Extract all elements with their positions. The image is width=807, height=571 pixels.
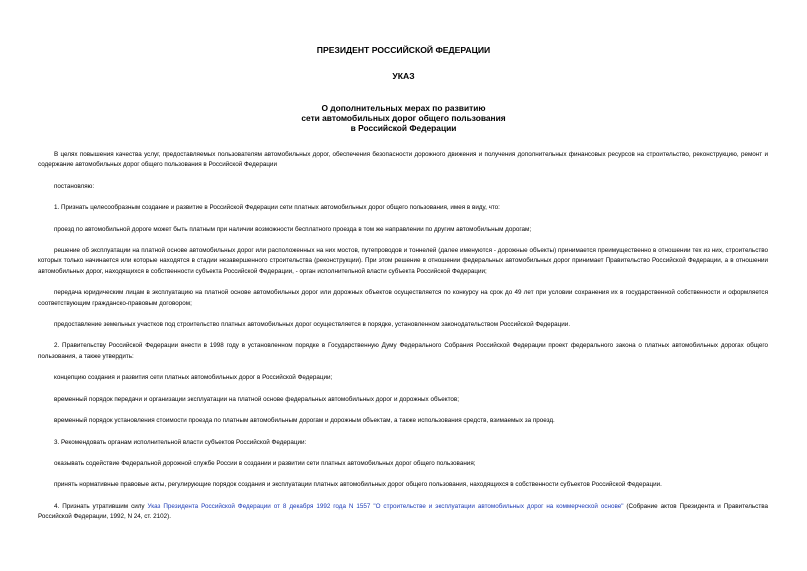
document-type-heading: УКАЗ [392, 71, 415, 81]
repealed-decree-link[interactable]: Указ Президента Российской Федерации от 8 декабря 1992 года N 1557 "О строительстве и эксплуатации автомобильных дорог на коммерческой основе" [147, 502, 624, 510]
clause-1-item-4: предоставление земельных участков под строительство платных автомобильных дорог осуществляется в порядке, установленном законодательством Российской Федерации. [54, 321, 571, 329]
clause-3-item-1: оказывать содействие Федеральной дорожной службе России в создании и развитии сети платных автомобильных дорог общего пользования; [54, 459, 476, 467]
clause-2-item-3: временный порядок установления стоимости проезда по платным автомобильным дорогам и дорожным объектам, а также использования средств, взимаемых за проезд. [54, 417, 555, 425]
clause-4-source: (Собрание актов Президента и Правительства Российской Федерации, 1992, N 24, ст. 2102). [38, 502, 768, 521]
title-line-1: О дополнительных мерах по развитию [321, 103, 486, 113]
clause-2: 2. Правительству Российской Федерации внести в 1998 году в установленном порядке в Государственную Думу Федерального Собрания Российской Федерации проект федерального закона о платных автомобильных дорогах общего пользования, а также утвердить: [38, 342, 768, 360]
clause-4-text: 4. Признать утратившим силу [54, 502, 148, 510]
document-body [38, 150, 768, 523]
clause-1-item-1: проезд по автомобильной дороге может быть платным при наличии возможности бесплатного проезда в том же направлении по другим автомобильным дорогам; [54, 225, 532, 233]
preamble-paragraph: В целях повышения качества услуг, предоставляемых пользователям автомобильных дорог, обеспечения безопасности дорожного движения и получения дополнительных финансовых ресурсов на строительство, реконструкцию, ремонт и содержание автомобильных дорог общего пользования в Российской Федерации [38, 151, 768, 169]
clause-3: 3. Рекомендовать органам исполнительной власти субъектов Российской Федерации: [54, 438, 307, 446]
title-line-3: в Российской Федерации [350, 123, 457, 133]
clause-2-item-1: концепцию создания и развития сети платных автомобильных дорог в Российской Федерации; [54, 374, 333, 382]
title-line-2: сети автомобильных дорог общего пользования [301, 113, 506, 123]
clause-2-item-2: временный порядок передачи и организации эксплуатации на платной основе федеральных автомобильных дорог и дорожных объектов; [54, 395, 460, 403]
clause-1: 1. Признать целесообразным создание и развитие в Российской Федерации сети платных автомобильных дорог общего пользования, имея в виду, что: [54, 204, 500, 212]
clause-1-item-3: передача юридическим лицам в эксплуатацию на платной основе автомобильных дорог или дорожных объектов осуществляется по конкурсу на срок до 49 лет при условии сохранения их в государственной собственности и оформляется соответствующим гражданско-правовым договором; [38, 289, 768, 307]
issuer-heading: ПРЕЗИДЕНТ РОССИЙСКОЙ ФЕДЕРАЦИИ [316, 45, 491, 55]
document-title [0, 103, 807, 133]
clause-3-item-2: принять нормативные правовые акты, регулирующие порядок создания и эксплуатации платных автомобильных дорог общего пользования, находящихся в собственности субъектов Российской Федерации. [54, 481, 662, 489]
decree-phrase: постановляю: [54, 182, 95, 190]
clause-1-item-2: решение об эксплуатации на платной основе автомобильных дорог или расположенных на них мостов, путепроводов и тоннелей (далее именуются - дорожные объекты) принимается преимущественно в отношении тех из них, строительство которых только начинается или которые находятся в стадии незавершенного строительства (реконструкции). При этом решение в отношении федеральных автомобильных дорог принимает Правительство Российской Федерации, а в отношении автомобильных дорог, находящихся в собственности субъекта Российской Федерации, - орган исполнительной власти субъекта Российской Федерации; [38, 247, 768, 275]
clause-4 [38, 502, 768, 523]
